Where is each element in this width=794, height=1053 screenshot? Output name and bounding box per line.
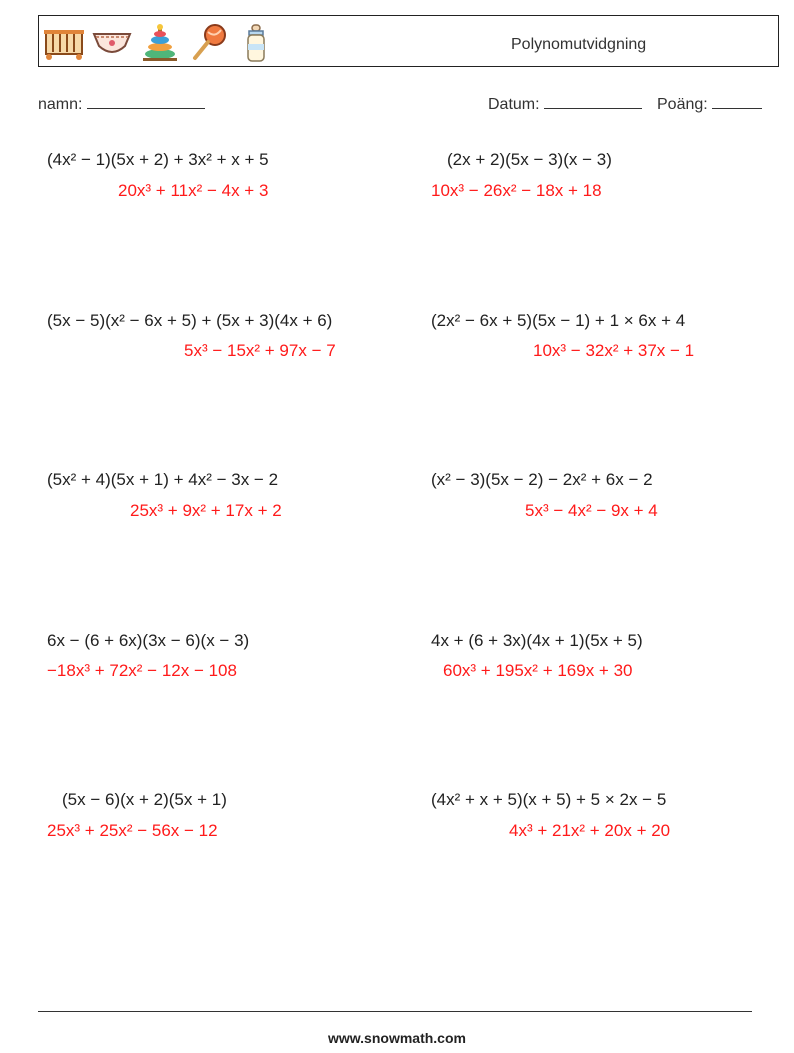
score-blank[interactable] xyxy=(712,94,762,109)
problem-answer: 4x³ + 21x² + 20x + 20 xyxy=(509,821,671,840)
date-field[interactable] xyxy=(488,94,642,114)
date-blank[interactable] xyxy=(544,94,642,109)
date-label: Datum: xyxy=(488,96,540,113)
crib-icon xyxy=(43,22,85,64)
footer-url[interactable]: www.snowmath.com xyxy=(328,1030,466,1046)
problem-answer: −18x³ + 72x² − 12x − 108 xyxy=(47,661,237,680)
baby-bottle-icon xyxy=(235,22,277,64)
problem-answer: 60x³ + 195x² + 169x + 30 xyxy=(443,661,633,680)
footer-divider xyxy=(38,1011,752,1012)
name-field[interactable] xyxy=(38,94,205,114)
problem-answer: 5x³ − 4x² − 9x + 4 xyxy=(525,501,658,520)
problem-question: (5x − 5)(x² − 6x + 5) + (5x + 3)(4x + 6) xyxy=(47,311,333,330)
diaper-icon xyxy=(91,22,133,64)
problem-question: (4x² + x + 5)(x + 5) + 5 × 2x − 5 xyxy=(431,790,667,809)
icon-strip xyxy=(43,21,277,65)
name-blank[interactable] xyxy=(87,94,205,109)
problem-question: (2x² − 6x + 5)(5x − 1) + 1 × 6x + 4 xyxy=(431,311,686,330)
problem-answer: 5x³ − 15x² + 97x − 7 xyxy=(184,341,336,360)
problem-answer: 20x³ + 11x² − 4x + 3 xyxy=(118,181,269,200)
page-title: Polynomutvidgning xyxy=(511,36,647,53)
problem-answer: 10x³ − 32x² + 37x − 1 xyxy=(533,341,695,360)
problem-question: (5x − 6)(x + 2)(5x + 1) xyxy=(62,790,227,809)
score-label: Poäng: xyxy=(657,96,708,113)
problem-question: 4x + (6 + 3x)(4x + 1)(5x + 5) xyxy=(431,631,643,650)
rattle-icon xyxy=(187,22,229,64)
problem-answer: 10x³ − 26x² − 18x + 18 xyxy=(431,181,602,200)
problem-question: (4x² − 1)(5x + 2) + 3x² + x + 5 xyxy=(47,150,269,169)
problem-answer: 25x³ + 25x² − 56x − 12 xyxy=(47,821,218,840)
problem-question: (x² − 3)(5x − 2) − 2x² + 6x − 2 xyxy=(431,470,653,489)
problem-question: (5x² + 4)(5x + 1) + 4x² − 3x − 2 xyxy=(47,470,279,489)
name-label: namn: xyxy=(38,96,83,113)
problem-answer: 25x³ + 9x² + 17x + 2 xyxy=(130,501,282,520)
header-box xyxy=(38,15,779,67)
stacking-rings-icon xyxy=(139,22,181,64)
score-field[interactable] xyxy=(657,94,762,114)
problem-question: 6x − (6 + 6x)(3x − 6)(x − 3) xyxy=(47,631,250,650)
problem-question: (2x + 2)(5x − 3)(x − 3) xyxy=(447,150,612,169)
